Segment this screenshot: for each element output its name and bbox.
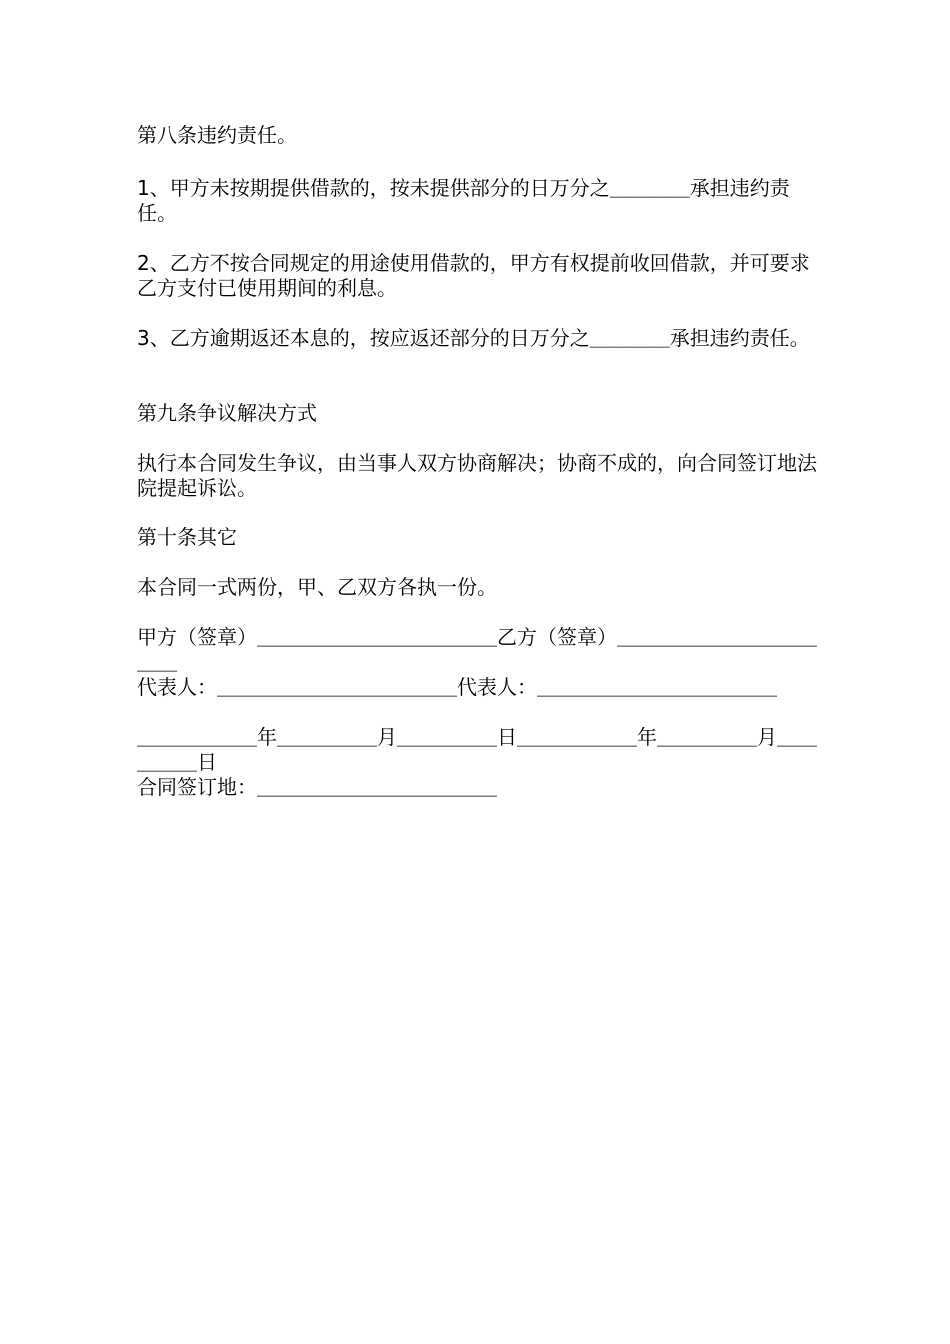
representative-line: 代表人：＿＿＿＿＿＿＿＿＿＿＿＿代表人：＿＿＿＿＿＿＿＿＿＿＿＿ [137,675,777,699]
article-10-body: 本合同一式两份，甲、乙双方各执一份。 [137,575,497,599]
article-8-clause-3: 3、乙方逾期返还本息的，按应返还部分的日万分之＿＿＿＿承担违约责任。 [137,326,810,350]
date-line: ＿＿＿＿＿＿年＿＿＿＿＿月＿＿＿＿＿日＿＿＿＿＿＿年＿＿＿＿＿月＿＿＿＿＿日 [137,725,817,774]
article-8-heading: 第八条违约责任。 [137,123,297,147]
signing-place-line: 合同签订地：＿＿＿＿＿＿＿＿＿＿＿＿ [137,775,497,799]
article-8-clause-1: 1、甲方未按期提供借款的，按未提供部分的日万分之＿＿＿＿承担违约责任。 [137,176,790,225]
article-9-heading: 第九条争议解决方式 [137,401,317,425]
article-8-clause-2: 2、乙方不按合同规定的用途使用借款的，甲方有权提前收回借款，并可要求乙方支付已使用期间的利息。 [137,251,810,300]
article-9-body: 执行本合同发生争议，由当事人双方协商解决；协商不成的，向合同签订地法院提起诉讼。 [137,451,817,500]
signature-line: 甲方（签章）＿＿＿＿＿＿＿＿＿＿＿＿乙方（签章）＿＿＿＿＿＿＿＿＿＿＿＿ [137,625,817,674]
article-10-heading: 第十条其它 [137,525,237,549]
